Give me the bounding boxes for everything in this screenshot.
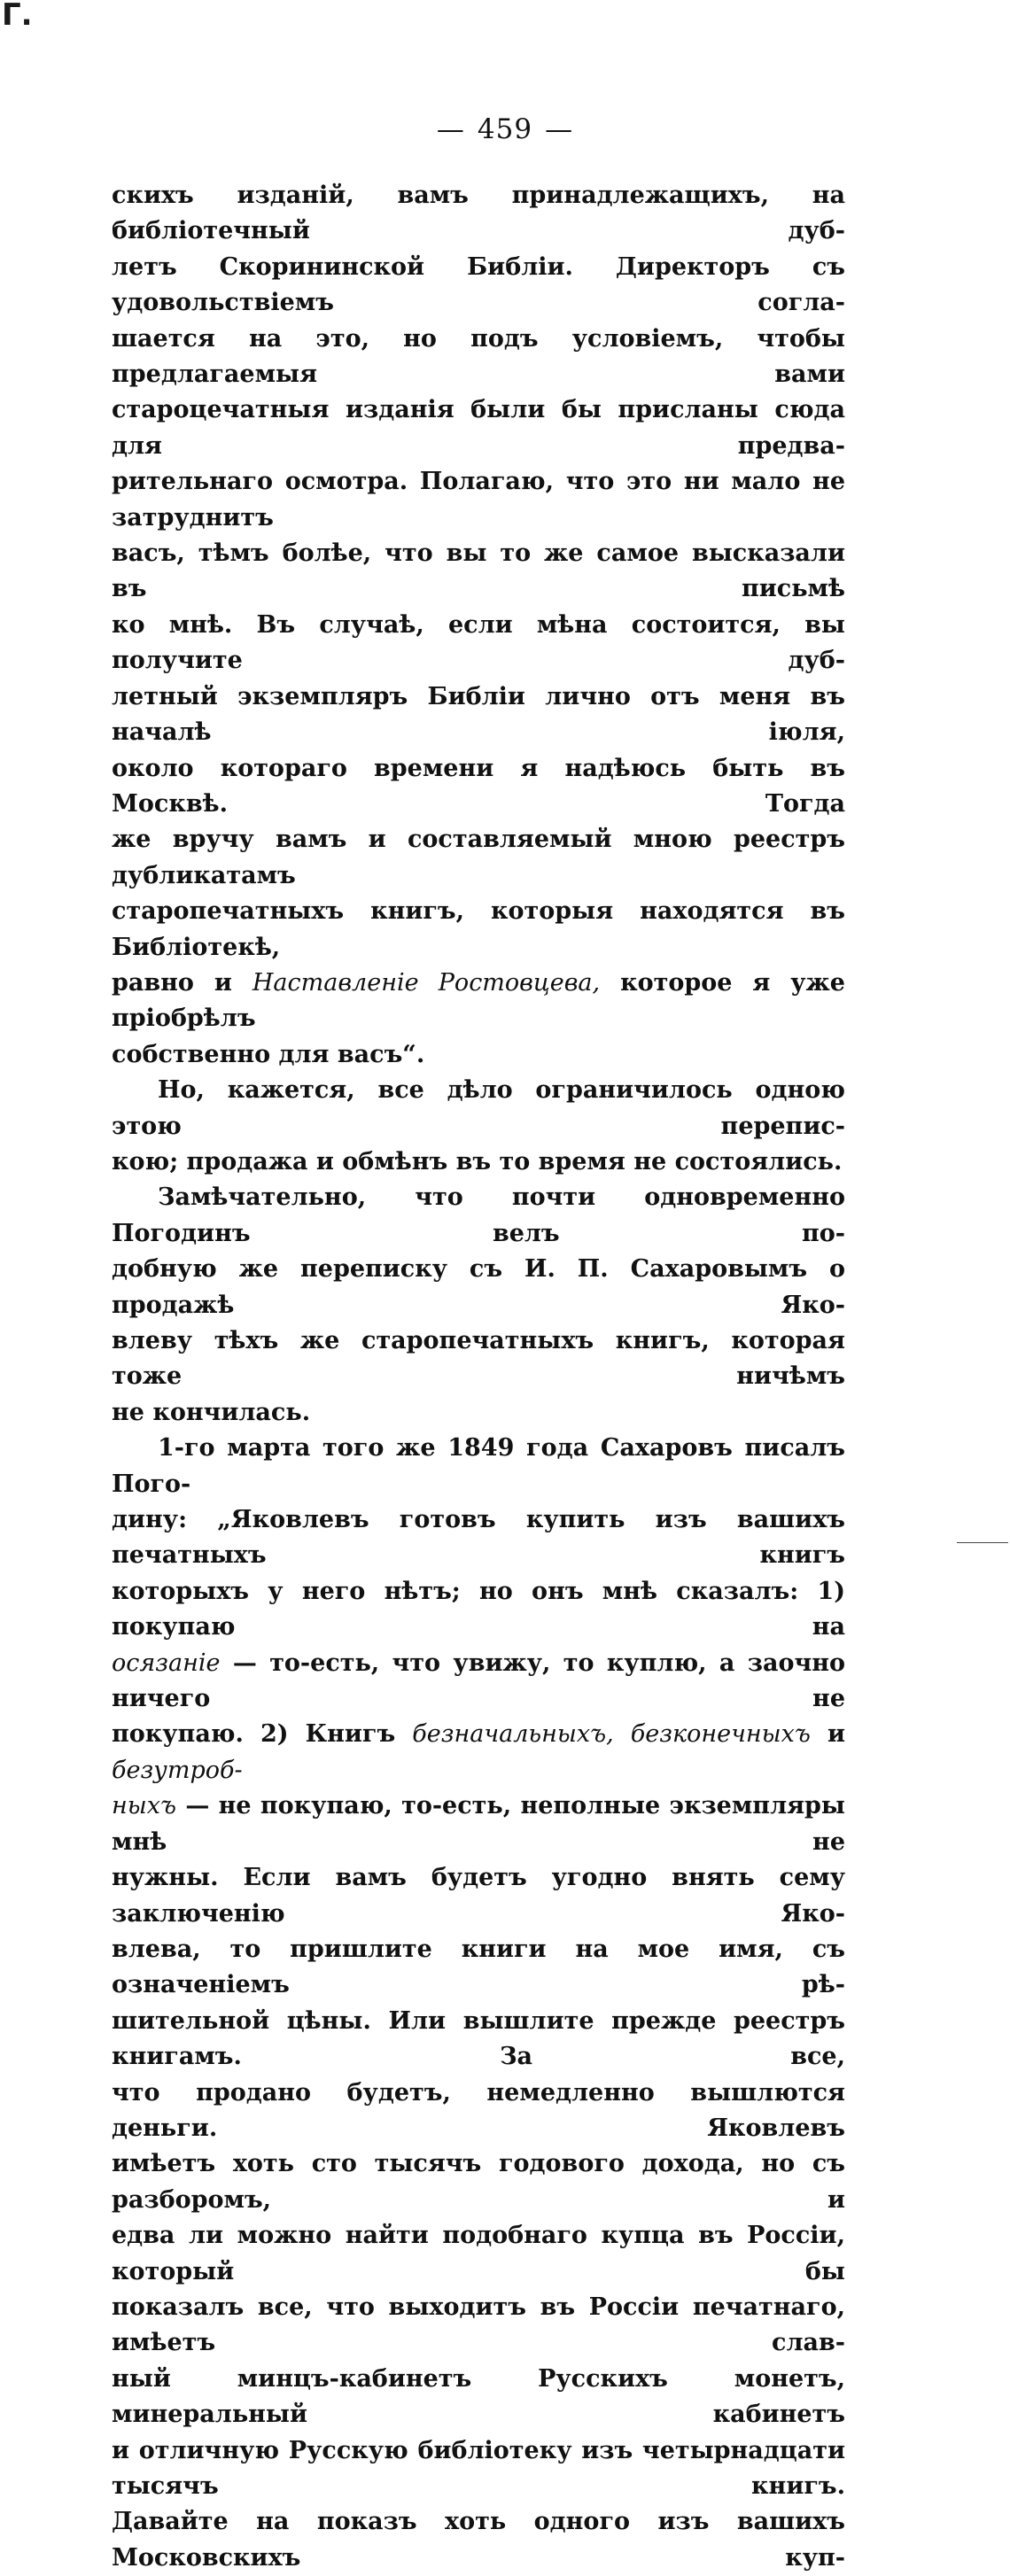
italic-word: безконечныхъ bbox=[630, 1720, 811, 1749]
text-line: нужны. Если вамъ будетъ угодно внять сему заключенію Яко- bbox=[112, 1864, 845, 1928]
page-number bbox=[0, 113, 1010, 145]
paragraph bbox=[112, 1431, 845, 2576]
text-line: рительнаго осмотра. Полагаю, что это ни мало не затруднитъ bbox=[112, 468, 845, 531]
text-line: влева, то пришлите книги на мое имя, съ означеніемъ рѣ- bbox=[112, 1935, 845, 1999]
paragraph bbox=[112, 1180, 845, 1431]
text-run: — то-есть, что увижу, то куплю, а заочно ничего не bbox=[112, 1649, 845, 1713]
text-line: едва ли можно найти подобнаго купца въ Россіи, который бы bbox=[112, 2222, 845, 2285]
bottom-rule bbox=[957, 1542, 1008, 1543]
text-line: староцечатныя изданія были бы присланы сюда для предва- bbox=[112, 396, 845, 460]
text-line: Давайте на показъ хоть одного изъ вашихъ Московскихъ куп- bbox=[112, 2508, 845, 2572]
page-number-value: 459 bbox=[477, 113, 533, 145]
text-line: ный минцъ-кабинетъ Русскихъ монетъ, минеральный кабинетъ bbox=[112, 2364, 845, 2429]
italic-title: Наставленіе Ростовцева, bbox=[252, 968, 601, 997]
text-line bbox=[112, 1717, 845, 1788]
text-line: же вручу вамъ и составляемый мною реестръ дубликатамъ bbox=[112, 826, 845, 889]
text-line: 1-го марта того же 1849 года Сахаровъ писалъ Пого- bbox=[112, 1434, 845, 1498]
text-line: не кончилась. bbox=[112, 1398, 311, 1426]
text-line: Замѣчательно, что почти одновременно Погодинъ велъ по- bbox=[112, 1183, 845, 1247]
text-line: что продано будетъ, немедленно вышлются деньги. Яковлевъ bbox=[112, 2078, 845, 2142]
text-line: собственно для васъ“. bbox=[112, 1040, 425, 1068]
text-line: показалъ все, что выходитъ въ Россіи печатнаго, имѣетъ слав- bbox=[112, 2293, 845, 2357]
text-run: покупаю. 2) Книгъ bbox=[112, 1720, 396, 1749]
body-text bbox=[112, 178, 845, 2576]
text-line bbox=[112, 1788, 845, 1860]
page-number-dash-right: — bbox=[545, 113, 574, 145]
text-line: дину: „Яковлевъ готовъ купить изъ вашихъ печатныхъ книгъ bbox=[112, 1506, 845, 1570]
text-line: шительной цѣны. Или вышлите прежде реестръ книгамъ. За все, bbox=[112, 2006, 845, 2071]
text-line: имѣетъ хоть сто тысячъ годового дохода, но съ разборомъ, и bbox=[112, 2150, 845, 2214]
text-line: и отличную Русскую библіотеку изъ четырнадцати тысячъ книгъ. bbox=[112, 2436, 845, 2500]
text-line: скихъ изданій, вамъ принадлежащихъ, на библіотечный дуб- bbox=[112, 182, 845, 245]
text-line: добную же переписку съ И. П. Сахаровымъ о продажѣ Яко- bbox=[112, 1255, 845, 1319]
text-line: Но, кажется, все дѣло ограничилось одною этою перепис- bbox=[112, 1076, 845, 1140]
italic-word: ныхъ bbox=[112, 1792, 176, 1820]
page-number-dash-left: — bbox=[436, 113, 465, 145]
text-line: летный экземпляръ Библіи лично отъ меня въ началѣ іюля, bbox=[112, 682, 845, 747]
text-line: шается на это, но подъ условіемъ, чтобы предлагаемыя вами bbox=[112, 324, 845, 389]
text-line: старопечатныхъ книгъ, которыя находятся въ Библіотекѣ, bbox=[112, 897, 845, 961]
text-run: которое я уже пріобрѣлъ bbox=[112, 968, 845, 1033]
text-line bbox=[112, 966, 845, 1037]
text-line: ко мнѣ. Въ случаѣ, если мѣна состоится, вы получите дуб- bbox=[112, 610, 845, 675]
italic-word: безначальныхъ, bbox=[412, 1720, 614, 1749]
text-line: влеву тѣхъ же старопечатныхъ книгъ, которая тоже ничѣмъ bbox=[112, 1327, 845, 1391]
text-line bbox=[112, 1646, 845, 1718]
text-line: которыхъ у него нѣтъ; но онъ мнѣ сказалъ: 1) покупаю на bbox=[112, 1577, 845, 1641]
italic-word: осязаніе bbox=[112, 1649, 221, 1677]
corner-mark: Г. bbox=[2, 0, 33, 33]
text-line: летъ Скорининской Библіи. Директоръ съ удовольствіемъ согла- bbox=[112, 252, 845, 317]
text-line: около котораго времени я надѣюсь быть въ Москвѣ. Тогда bbox=[112, 754, 845, 818]
text-line: васъ, тѣмъ болѣе, что вы то же самое высказали въ письмѣ bbox=[112, 539, 845, 603]
text-line: кою; продажа и обмѣнъ въ то время не состоялись. bbox=[112, 1147, 843, 1175]
paragraph bbox=[112, 1073, 845, 1180]
text-run: равно и bbox=[112, 968, 232, 997]
text-run: и bbox=[827, 1720, 845, 1749]
paragraph bbox=[112, 178, 845, 1073]
text-run: — не покупаю, то-есть, неполные экземпляры мнѣ не bbox=[112, 1792, 845, 1856]
italic-word: безутроб- bbox=[112, 1756, 243, 1784]
